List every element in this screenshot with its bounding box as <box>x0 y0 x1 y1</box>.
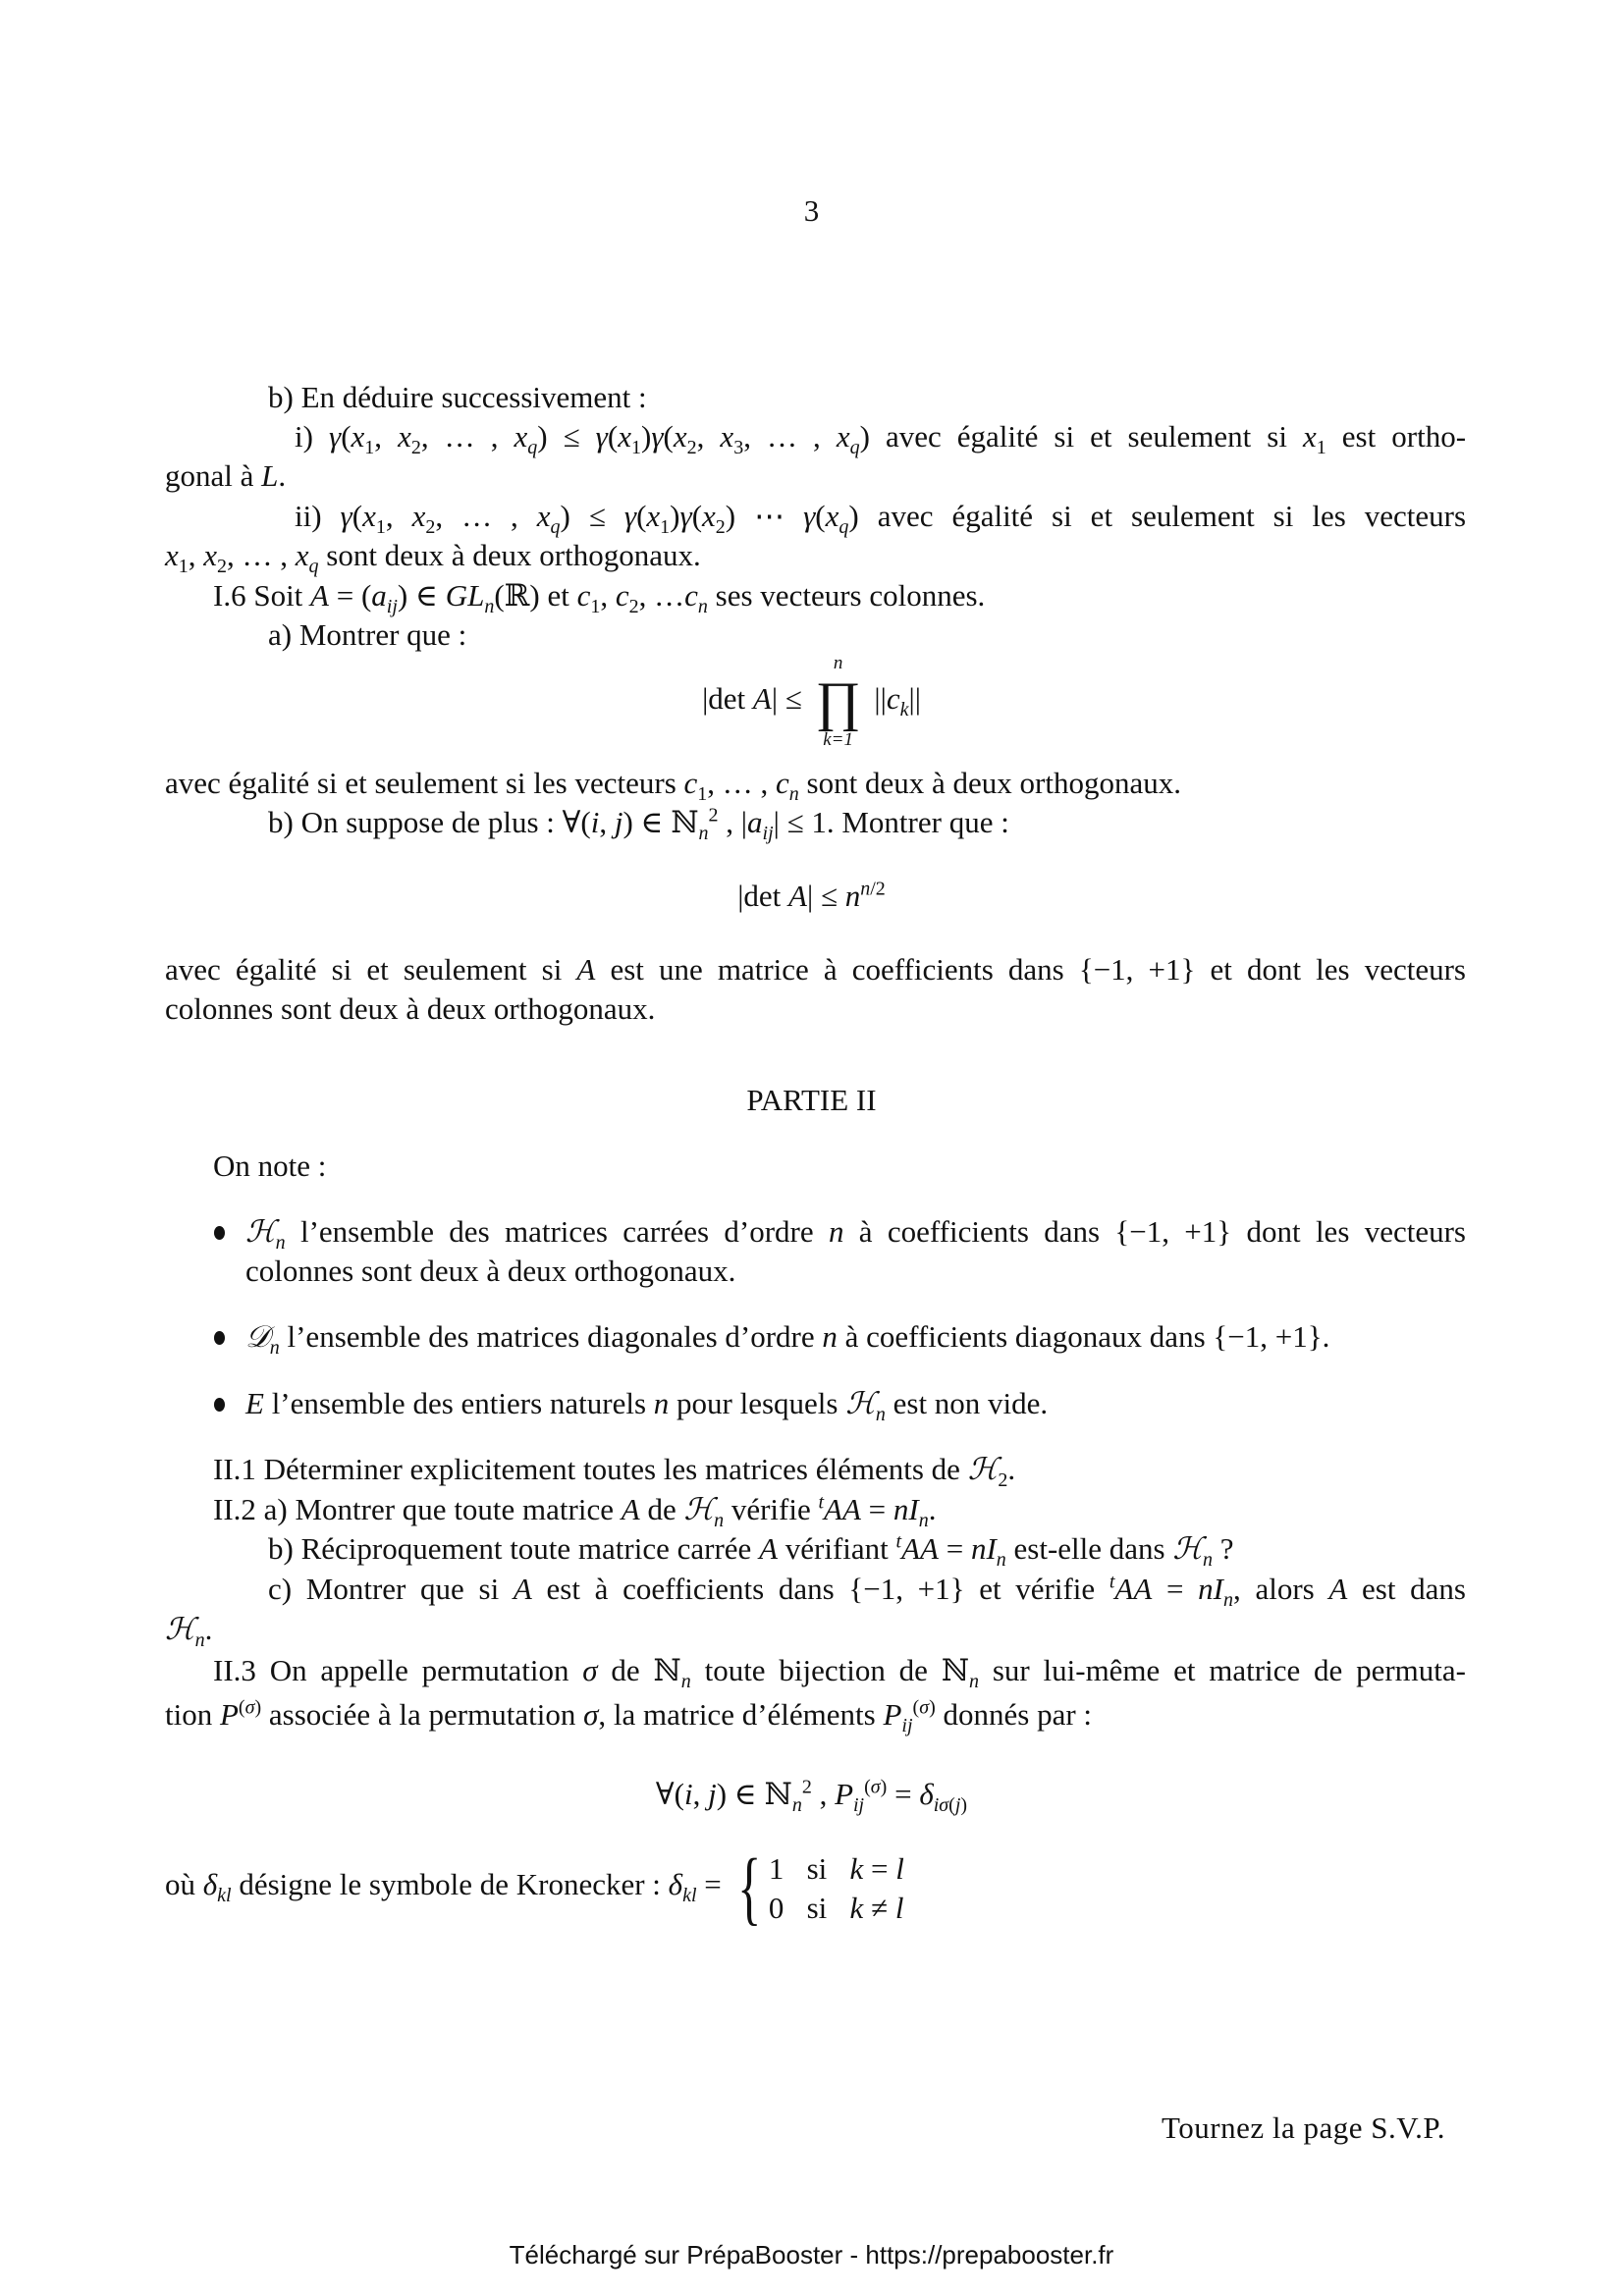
question-b-i: i) $\gamma(x_1$, $x_2$, … , $x_q) \le \gamma(x_1)\gamma(x_2$, $x_3$, … , $x_q$) avec égalité si et seulement si $x_1$ est ortho- <box>295 419 1467 459</box>
question-i6a: a) Montrer que : <box>268 617 467 652</box>
question-ii2b: b) Réciproquement toute matrice carrée A vérifiant $^tAA = nI_n$ est-elle dans ℋ$_n$ ? <box>268 1530 1234 1572</box>
definition-hn: ℋ$_n$ l’ensemble des matrices carrées d’ordre n à coefficients dans {−1, +1} dont les vecteurs <box>245 1214 1466 1255</box>
equation-right: $||c_k||$ <box>874 681 921 721</box>
question-ii2c: c) Montrer que si A est à coefficients dans {−1, +1} et vérifie $^tAA = nI_n$, alors A est dans <box>268 1571 1466 1612</box>
question-b-title: b) En déduire successivement : <box>268 380 647 414</box>
product-operator <box>816 653 861 751</box>
question-b-ii-continued: $x_1$, $x_2$, … , $x_q$ sont deux à deux orthogonaux. <box>165 538 701 578</box>
product-upper-limit: n <box>833 652 843 673</box>
equation-hadamard-product <box>0 650 1623 751</box>
bullet-icon <box>214 1331 225 1345</box>
question-i6b-condition-continued: colonnes sont deux à deux orthogonaux. <box>165 991 656 1026</box>
brace-icon: { <box>736 1842 761 1935</box>
bullet-icon <box>214 1226 225 1240</box>
kronecker-case-rows <box>769 1849 904 1928</box>
product-lower-limit: k=1 <box>823 728 853 750</box>
kronecker-case-unequal: 0 si k ≠ l <box>768 1891 904 1926</box>
download-footer: Téléchargé sur PrépaBooster - https://prepabooster.fr <box>509 2240 1114 2269</box>
bullet-icon <box>214 1398 225 1412</box>
section-title-partie-ii: PARTIE II <box>746 1083 877 1117</box>
definition-e: E l’ensemble des entiers naturels n pour lesquels ℋ$_n$ est non vide. <box>245 1386 1049 1426</box>
kronecker-cases <box>730 1842 904 1935</box>
kronecker-definition <box>165 1842 904 1935</box>
question-ii2a: II.2 a) Montrer que toute matrice A de ℋ$_n$ vérifie $^tAA = nI_n$. <box>213 1491 937 1532</box>
definition-dn: 𝒟$_n$ l’ensemble des matrices diagonales d’ordre n à coefficients diagonaux dans {−1, +1}. <box>245 1319 1330 1360</box>
question-i6b-condition: avec égalité si et seulement si A est une matrice à coefficients dans {−1, +1} et dont les vecteurs <box>165 952 1466 987</box>
equation-left: |det A| ≤ <box>702 681 802 716</box>
question-b-i-continued: gonal à L. <box>165 458 287 493</box>
equation-det-bound: |det $A| \le n^{n/2}$ <box>737 878 886 913</box>
kronecker-case-equal: 1 si k = l <box>768 1851 904 1887</box>
question-ii3-continued: tion $P^{(\sigma)}$ associée à la permutation σ, la matrice d’éléments $P_{ij}^{(\sigma)}$ donnés par : <box>165 1696 1093 1737</box>
question-ii3: II.3 On appelle permutation σ de ℕ$_n$ toute bijection de ℕ$_n$ sur lui-même et matrice de permuta- <box>213 1653 1466 1693</box>
definition-hn-continued: colonnes sont deux à deux orthogonaux. <box>245 1254 736 1288</box>
question-b-ii: ii) $\gamma(x_1$, $x_2$, … , $x_q) \le \gamma(x_1)\gamma(x_2)$ ⋯ $\gamma(x_q)$ avec égalité si et seulement si les vecteurs <box>295 499 1467 539</box>
kronecker-label: où $\delta_{kl}$ désigne le symbole de Kronecker : $\delta_{kl}$ = <box>165 1867 722 1907</box>
intro-on-note: On note : <box>213 1148 327 1183</box>
turn-page-note: Tournez la page S.V.P. <box>1162 2110 1445 2145</box>
page-number: 3 <box>803 193 820 228</box>
product-symbol: ∏ <box>815 670 861 732</box>
question-i6: I.6 Soit $A = (a_{ij})$ ∈ $GL_n(ℝ)$ et $c_1$, $c_2$, $\dots c_n$ ses vecteurs colonnes. <box>213 578 986 618</box>
equation-permutation-matrix: ∀(i, j) ∈ ℕ$_n^2$ , $P_{ij}^{(\sigma)} = \delta_{i\sigma(j)}$ <box>655 1776 968 1817</box>
question-ii1: II.1 Déterminer explicitement toutes les matrices éléments de ℋ$_2$. <box>213 1452 1016 1492</box>
question-i6b: b) On suppose de plus : ∀(i, j) ∈ ℕ$_n^2$ , $|a_{ij}| \le 1$. Montrer que : <box>268 804 1009 845</box>
question-i6a-condition: avec égalité si et seulement si les vecteurs $c_1$, … , $c_n$ sont deux à deux orthogonaux. <box>165 766 1181 806</box>
question-ii2c-continued: ℋ$_n$. <box>165 1612 213 1652</box>
